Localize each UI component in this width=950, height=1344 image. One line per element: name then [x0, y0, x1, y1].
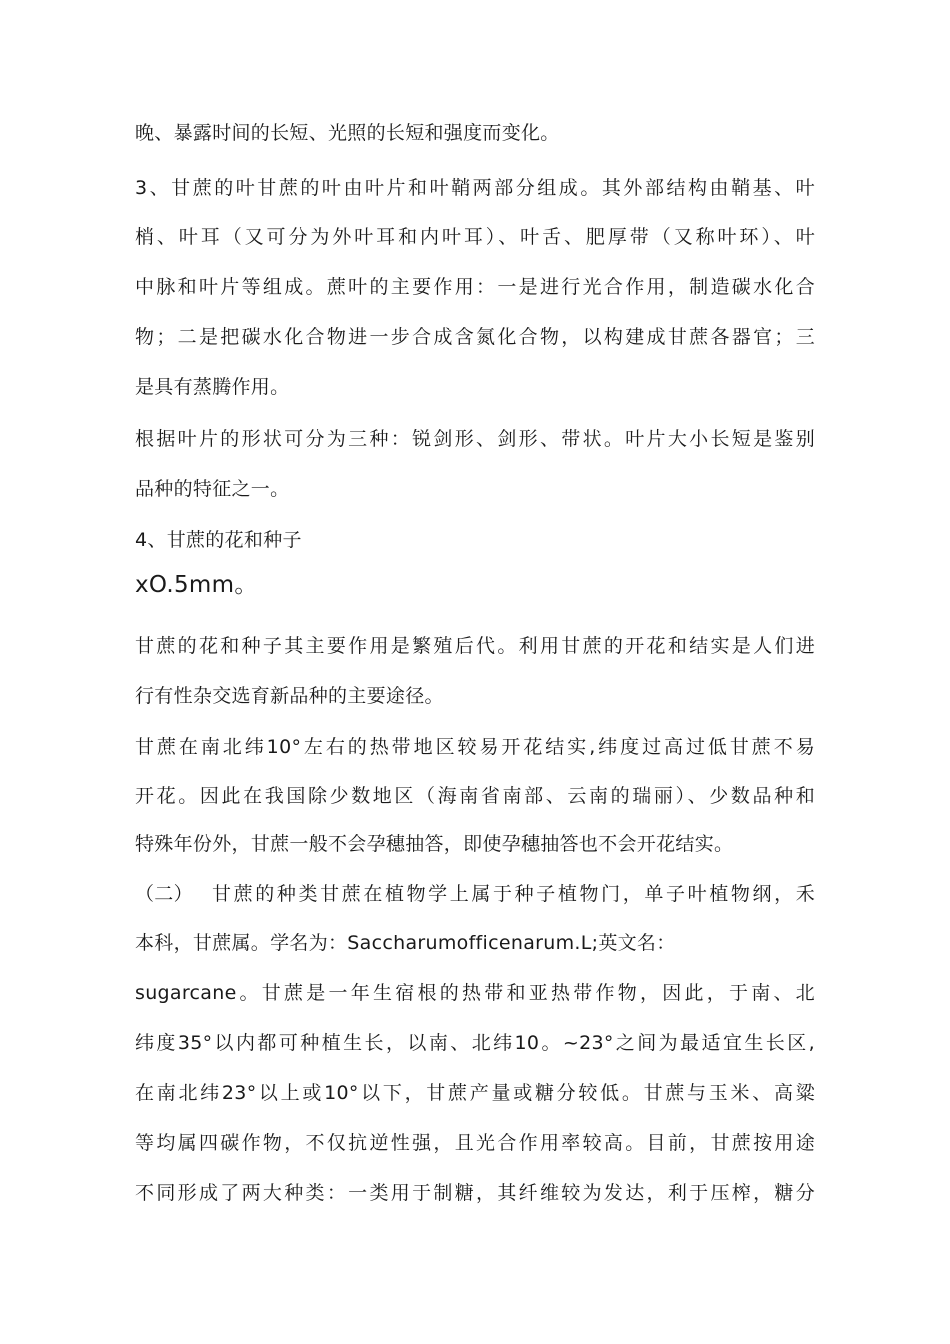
text-line-8: 品种的特征之一。 — [135, 478, 290, 500]
text-line-4: 中脉和叶片等组成。蔗叶的主要作用：一是进行光合作用，制造碳水化合 — [135, 276, 815, 298]
text-line-5: 物；二是把碳水化合物进一步合成含氮化合物，以构建成甘蔗各器官；三 — [135, 326, 815, 348]
text-line-12: 行有性杂交选育新品种的主要途径。 — [135, 685, 444, 707]
text-line-22: 不同形成了两大种类：一类用于制糖，其纤维较为发达，利于压榨，糖分 — [135, 1182, 815, 1204]
text-line-19: 纬度35°以内都可种植生长，以南、北纬10。~23°之间为最适宜生长区, — [135, 1032, 815, 1054]
section-heading-flower-seed: 4、甘蔗的花和种子 — [135, 529, 302, 551]
text-line-2: 3、甘蔗的叶甘蔗的叶由叶片和叶鞘两部分组成。其外部结构由鞘基、叶 — [135, 177, 815, 199]
text-line-17: 本科，甘蔗属。学名为：Saccharumofficenarum.L;英文名： — [135, 932, 676, 954]
text-line-18: sugarcane。甘蔗是一年生宿根的热带和亚热带作物，因此，于南、北 — [135, 982, 815, 1004]
text-line-1: 晚、暴露时间的长短、光照的长短和强度而变化。 — [135, 122, 560, 144]
text-line-21: 等均属四碳作物，不仅抗逆性强，且光合作用率较高。目前，甘蔗按用途 — [135, 1132, 815, 1154]
text-line-7: 根据叶片的形状可分为三种：锐剑形、剑形、带状。叶片大小长短是鉴别 — [135, 428, 815, 450]
text-line-20: 在南北纬23°以上或10°以下，甘蔗产量或糖分较低。甘蔗与玉米、高粱 — [135, 1082, 815, 1104]
text-line-3: 梢、叶耳（又可分为外叶耳和内叶耳）、叶舌、肥厚带（又称叶环）、叶 — [135, 226, 815, 248]
text-line-14: 开花。因此在我国除少数地区（海南省南部、云南的瑞丽）、少数品种和 — [135, 785, 815, 807]
text-line-16: 甘蔗的种类甘蔗在植物学上属于种子植物门，单子叶植物纲，禾 — [212, 883, 815, 905]
text-line-6: 是具有蒸腾作用。 — [135, 376, 290, 398]
text-line-15: 特殊年份外，甘蔗一般不会孕穗抽答，即使孕穗抽答也不会开花结实。 — [135, 833, 734, 855]
text-line-11: 甘蔗的花和种子其主要作用是繁殖后代。利用甘蔗的开花和结实是人们进 — [135, 635, 815, 657]
section-number-two: （二） — [135, 883, 193, 905]
text-line-13: 甘蔗在南北纬10°左右的热带地区较易开花结实,纬度过高过低甘蔗不易 — [135, 736, 815, 758]
text-fragment-measure: xO.5mm。 — [135, 572, 258, 598]
